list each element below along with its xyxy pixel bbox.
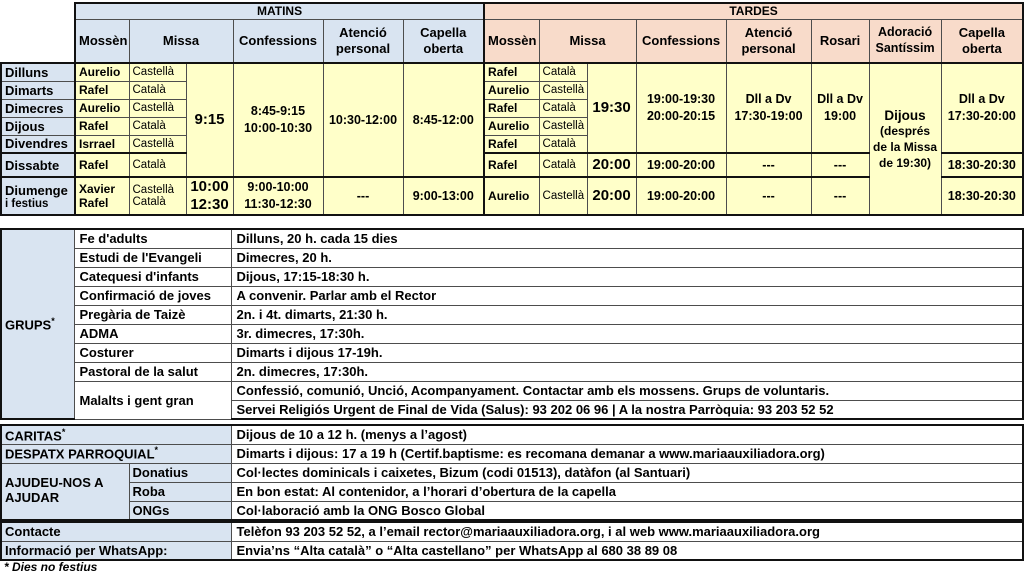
adoracio-line2: (després: [880, 124, 931, 139]
matins-diumenge-lang2: Català: [132, 196, 166, 208]
tardes-missa-diumenge: 20:00: [587, 177, 636, 215]
tardes-atencio-dissabte: ---: [726, 153, 811, 177]
tardes-rosari-line2: 19:00: [824, 109, 857, 123]
matins-diumenge-lang1: Castellà: [132, 184, 175, 196]
matins-confessions-diumenge: [233, 177, 323, 215]
group-name: Fe d'adults: [74, 229, 231, 248]
despatx-asterisk: *: [154, 445, 159, 456]
groups-label-asterisk: *: [51, 315, 55, 326]
tardes-confessions-line2: 20:00-20:15: [646, 109, 716, 123]
tardes-mossen-dimarts: Aurelio: [484, 81, 539, 99]
tardes-rosari-line1: Dll a Dv: [817, 92, 863, 107]
tardes-capella-diumenge: 18:30-20:30: [941, 177, 1023, 215]
group-value: 3r. dimecres, 17:30h.: [231, 324, 1023, 343]
matins-mossen-dimecres: Aurelio: [75, 99, 129, 117]
matins-diumenge-missa1: 10:00: [190, 178, 229, 195]
tardes-lang-divendres: Català: [539, 135, 587, 153]
ajudeu-item-value: En bon estat: Al contenidor, a l’horari d’obertura de la capella: [231, 482, 1023, 501]
matins-header-missa: Missa: [129, 19, 233, 63]
group-row: [1, 229, 1023, 248]
matins-capella-monsat: 8:45-12:00: [403, 63, 484, 177]
tardes-atencio-diumenge: ---: [726, 177, 811, 215]
group-value: 2n. i 4t. dimarts, 21:30 h.: [231, 305, 1023, 324]
ajudeu-row-roba: [1, 482, 1023, 501]
tardes-atencio-monfri: [726, 63, 811, 153]
ajudeu-item-value: Col·lectes dominicals i caixetes, Bizum (codi 01513), datàfon (al Santuari): [231, 463, 1023, 482]
matins-diumenge-confessions2: 11:30-12:30: [244, 197, 312, 211]
tardes-rosari-diumenge: ---: [811, 177, 869, 215]
group-row: [1, 286, 1023, 305]
tardes-capella-monfri: [941, 63, 1023, 153]
group-name: ADMA: [74, 324, 231, 343]
tardes-lang-dissabte: Català: [539, 153, 587, 177]
ajudeu-row-donatius: [1, 463, 1023, 482]
day-label-divendres: Divendres: [1, 135, 75, 153]
tardes-mossen-dijous: Aurelio: [484, 117, 539, 135]
contact-table: [0, 521, 1024, 561]
group-row: [1, 305, 1023, 324]
caritas-label: [1, 425, 231, 444]
caritas-row: [1, 425, 1023, 444]
group-name-malalts: Malalts i gent gran: [74, 381, 231, 419]
matins-lang-dissabte: Català: [129, 153, 186, 177]
tardes-mossen-divendres: Rafel: [484, 135, 539, 153]
matins-header-confessions: Confessions: [233, 19, 323, 63]
day-label-diumenge: [1, 177, 75, 215]
footnote: * Dies no festius: [4, 560, 98, 574]
matins-confessions-line2: 10:00-10:30: [243, 121, 313, 135]
tardes-lang-diumenge: Castellà: [539, 177, 587, 215]
tardes-lang-dimecres: Català: [539, 99, 587, 117]
matins-missa-diumenge: [186, 177, 233, 215]
day-label-dissabte: Dissabte: [1, 153, 75, 177]
tardes-atencio-line1: Dll a Dv: [745, 92, 792, 107]
caritas-asterisk: *: [61, 426, 66, 437]
matins-lang-divendres: Castellà: [129, 135, 186, 153]
whatsapp-label: Informació per WhatsApp:: [1, 541, 231, 560]
day-label-dilluns: Dilluns: [1, 63, 75, 81]
whatsapp-row: [1, 541, 1023, 560]
ajudeu-item-name: ONGs: [129, 501, 231, 520]
tardes-confessions-line1: 19:00-19:30: [646, 92, 716, 107]
contacte-row: [1, 522, 1023, 541]
malalts-value-line2: Servei Religiós Urgent de Final de Vida (Salus): 93 202 06 96 | A la nostra Parròquia: 93 203 52 52: [231, 400, 1023, 419]
group-row: [1, 343, 1023, 362]
matins-confessions-monsat: [233, 63, 323, 177]
caritas-label-text: CARITAS: [5, 427, 62, 443]
matins-lang-dilluns: Castellà: [129, 63, 186, 81]
diumenge-label-line2: i festius: [5, 197, 49, 210]
despatx-value: Dimarts i dijous: 17 a 19 h (Certif.baptisme: es recomana demanar a www.mariaauxiliadora.org): [231, 444, 1023, 463]
group-row: [1, 267, 1023, 286]
group-value: 2n. dimecres, 17:30h.: [231, 362, 1023, 381]
tardes-header-rosari: Rosari: [811, 19, 869, 63]
despatx-label: [1, 444, 231, 463]
contacte-label: Contacte: [1, 522, 231, 541]
corner-cell: [1, 3, 75, 63]
column-header-row: [1, 19, 1023, 63]
matins-header-mossen: Mossèn: [75, 19, 129, 63]
tardes-lang-dimarts: Castellà: [539, 81, 587, 99]
despatx-label-text: DESPATX PARROQUIAL: [5, 446, 155, 462]
whatsapp-value: Envia’ns “Alta català” o “Alta castellano” per WhatsApp al 680 38 89 08: [231, 541, 1023, 560]
tardes-capella-line2: 17:30-20:00: [947, 109, 1016, 123]
group-value: Dimecres, 20 h.: [231, 248, 1023, 267]
tardes-lang-dilluns: Català: [539, 63, 587, 81]
tardes-missa-monfri: 19:30: [587, 63, 636, 153]
matins-diumenge-confessions1: 9:00-10:00: [247, 180, 309, 195]
group-row-malalts: [1, 381, 1023, 400]
group-row: [1, 362, 1023, 381]
group-name: Costurer: [74, 343, 231, 362]
tardes-mossen-dimecres: Rafel: [484, 99, 539, 117]
matins-header-atencio: Atenció personal: [323, 19, 403, 63]
matins-title: MATINS: [75, 3, 484, 19]
group-name: Pregària de Taizè: [74, 305, 231, 324]
tardes-adoracio-cell: [869, 63, 941, 215]
tardes-capella-line1: Dll a Dv: [958, 92, 1005, 107]
tardes-confessions-monfri: [636, 63, 726, 153]
tardes-header-adoracio: Adoració Santíssim: [869, 19, 941, 63]
day-label-dimarts: Dimarts: [1, 81, 75, 99]
matins-capella-diumenge: 9:00-13:00: [403, 177, 484, 215]
day-label-dimecres: Dimecres: [1, 99, 75, 117]
group-value: Dijous, 17:15-18:30 h.: [231, 267, 1023, 286]
tardes-mossen-diumenge: Aurelio: [484, 177, 539, 215]
malalts-value-line1: Confessió, comunió, Unció, Acompanyament. Contactar amb els mossens. Grups de voluntaris.: [231, 381, 1023, 400]
group-name: Confirmació de joves: [74, 286, 231, 305]
matins-mossen-divendres: Isrrael: [75, 135, 129, 153]
matins-atencio-diumenge: ---: [323, 177, 403, 215]
tardes-title: TARDES: [484, 3, 1023, 19]
mass-schedule-table: [0, 2, 1024, 216]
group-value: Dimarts i dijous 17-19h.: [231, 343, 1023, 362]
group-row: [1, 248, 1023, 267]
tardes-confessions-dissabte: 19:00-20:00: [636, 153, 726, 177]
tardes-header-mossen: Mossèn: [484, 19, 539, 63]
group-value: Dilluns, 20 h. cada 15 dies: [231, 229, 1023, 248]
ajudeu-item-name: Roba: [129, 482, 231, 501]
matins-missa-monsat: 9:15: [186, 63, 233, 177]
tardes-mossen-dissabte: Rafel: [484, 153, 539, 177]
section-title-row: [1, 3, 1023, 19]
groups-table: [0, 228, 1024, 420]
matins-confessions-line1: 8:45-9:15: [250, 104, 306, 119]
tardes-header-confessions: Confessions: [636, 19, 726, 63]
schedule-row-dilluns: [1, 63, 1023, 81]
matins-mossen-dilluns: Aurelio: [75, 63, 129, 81]
matins-diumenge-mossen1: Xavier: [79, 182, 116, 196]
groups-label-text: GRUPS: [5, 317, 52, 333]
tardes-header-capella: Capella oberta: [941, 19, 1023, 63]
matins-atencio-monsat: 10:30-12:00: [323, 63, 403, 177]
adoracio-line4: de 19:30): [879, 155, 932, 170]
ajudeu-item-value: Col·laboració amb la ONG Bosco Global: [231, 501, 1023, 520]
matins-mossen-dimarts: Rafel: [75, 81, 129, 99]
tardes-atencio-line2: 17:30-19:00: [734, 109, 803, 123]
adoracio-line3: de la Missa: [873, 139, 938, 154]
group-row: [1, 324, 1023, 343]
diumenge-label-line1: Diumenge: [5, 182, 68, 198]
tardes-header-missa: Missa: [539, 19, 636, 63]
tardes-missa-dissabte: 20:00: [587, 153, 636, 177]
services-table: [0, 424, 1024, 521]
group-name: Estudi de l'Evangeli: [74, 248, 231, 267]
matins-lang-dijous: Català: [129, 117, 186, 135]
caritas-value: Dijous de 10 a 12 h. (menys a l’agost): [231, 425, 1023, 444]
tardes-capella-dissabte: 18:30-20:30: [941, 153, 1023, 177]
matins-lang-dimecres: Castellà: [129, 99, 186, 117]
contacte-value: Telèfon 93 203 52 52, a l’email rector@mariaauxiliadora.org, i al web www.mariaauxiliadora.org: [231, 522, 1023, 541]
groups-section-label: [1, 229, 74, 419]
matins-header-capella: Capella oberta: [403, 19, 484, 63]
matins-diumenge-mossen2: Rafel: [79, 196, 109, 210]
group-name: Pastoral de la salut: [74, 362, 231, 381]
group-name: Catequesi d'infants: [74, 267, 231, 286]
group-value: A convenir. Parlar amb el Rector: [231, 286, 1023, 305]
matins-mossen-dissabte: Rafel: [75, 153, 129, 177]
adoracio-line1: Dijous: [884, 107, 926, 123]
ajudeu-item-name: Donatius: [129, 463, 231, 482]
matins-mossen-diumenge: [75, 177, 129, 215]
tardes-lang-dijous: Castellà: [539, 117, 587, 135]
tardes-header-atencio: Atenció personal: [726, 19, 811, 63]
matins-lang-dimarts: Català: [129, 81, 186, 99]
tardes-rosari-dissabte: ---: [811, 153, 869, 177]
matins-mossen-dijous: Rafel: [75, 117, 129, 135]
tardes-rosari-monfri: [811, 63, 869, 153]
tardes-confessions-diumenge: 19:00-20:00: [636, 177, 726, 215]
ajudeu-section-label: AJUDEU-NOS A AJUDAR: [1, 463, 129, 520]
tardes-mossen-dilluns: Rafel: [484, 63, 539, 81]
matins-lang-diumenge: [129, 177, 186, 215]
ajudeu-row-ongs: [1, 501, 1023, 520]
day-label-dijous: Dijous: [1, 117, 75, 135]
despatx-row: [1, 444, 1023, 463]
matins-diumenge-missa2: 12:30: [190, 196, 229, 213]
